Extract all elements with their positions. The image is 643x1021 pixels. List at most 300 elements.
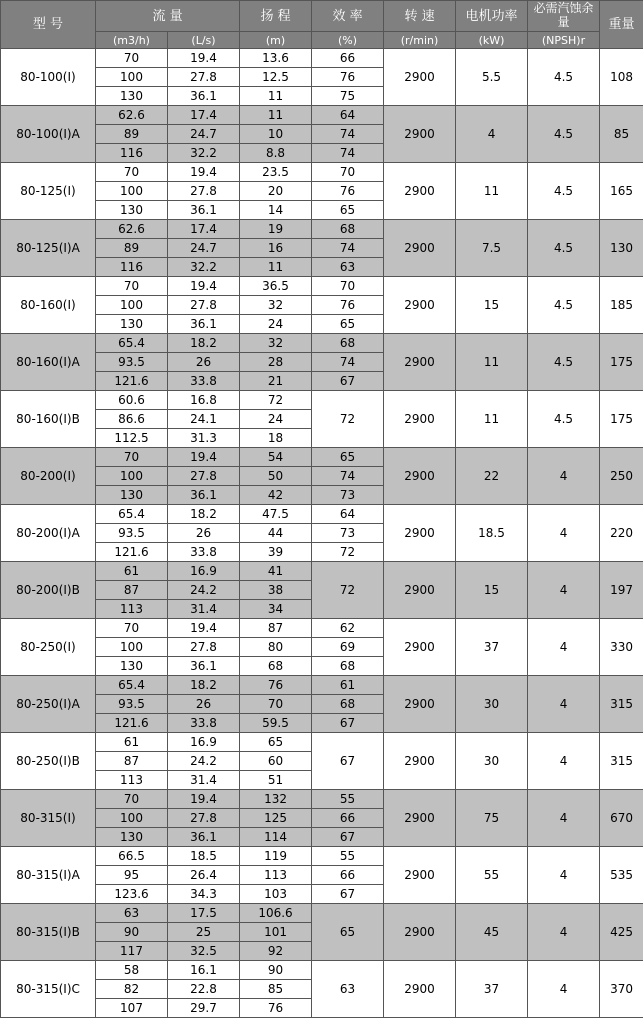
speed-cell: 2900 xyxy=(384,49,456,106)
speed-cell: 2900 xyxy=(384,334,456,391)
unit-flow-ls: (L/s) xyxy=(168,32,240,49)
flow-ls-cell: 36.1 xyxy=(168,486,240,505)
flow-ls-cell: 18.2 xyxy=(168,676,240,695)
flow-m3h-cell: 89 xyxy=(96,239,168,258)
table-row xyxy=(1,220,643,239)
speed-cell: 2900 xyxy=(384,391,456,448)
efficiency-cell: 74 xyxy=(312,144,384,163)
flow-m3h-cell: 130 xyxy=(96,87,168,106)
unit-flow-m3h: (m3/h) xyxy=(96,32,168,49)
flow-m3h-cell: 60.6 xyxy=(96,391,168,410)
power-cell: 18.5 xyxy=(456,505,528,562)
efficiency-cell: 72 xyxy=(312,543,384,562)
model-cell: 80-315(I) xyxy=(1,790,96,847)
flow-m3h-cell: 93.5 xyxy=(96,524,168,543)
speed-cell: 2900 xyxy=(384,106,456,163)
flow-m3h-cell: 70 xyxy=(96,277,168,296)
model-cell: 80-250(I) xyxy=(1,619,96,676)
header-flow: 流 量 xyxy=(96,1,240,32)
power-cell: 5.5 xyxy=(456,49,528,106)
flow-ls-cell: 24.2 xyxy=(168,752,240,771)
head-cell: 21 xyxy=(240,372,312,391)
flow-ls-cell: 31.4 xyxy=(168,771,240,790)
weight-cell: 175 xyxy=(600,391,643,448)
head-cell: 44 xyxy=(240,524,312,543)
flow-ls-cell: 26 xyxy=(168,353,240,372)
table-row xyxy=(1,106,643,125)
npsh-cell: 4 xyxy=(528,562,600,619)
model-cell: 80-315(I)C xyxy=(1,961,96,1018)
efficiency-cell: 75 xyxy=(312,87,384,106)
flow-ls-cell: 27.8 xyxy=(168,467,240,486)
weight-cell: 175 xyxy=(600,334,643,391)
head-cell: 80 xyxy=(240,638,312,657)
model-cell: 80-100(I)A xyxy=(1,106,96,163)
speed-cell: 2900 xyxy=(384,163,456,220)
flow-m3h-cell: 100 xyxy=(96,638,168,657)
flow-ls-cell: 27.8 xyxy=(168,296,240,315)
model-cell: 80-160(I)A xyxy=(1,334,96,391)
flow-m3h-cell: 116 xyxy=(96,144,168,163)
head-cell: 19 xyxy=(240,220,312,239)
head-cell: 38 xyxy=(240,581,312,600)
head-cell: 13.6 xyxy=(240,49,312,68)
efficiency-cell: 68 xyxy=(312,657,384,676)
flow-m3h-cell: 61 xyxy=(96,733,168,752)
flow-m3h-cell: 130 xyxy=(96,486,168,505)
efficiency-cell: 63 xyxy=(312,961,384,1018)
power-cell: 4 xyxy=(456,106,528,163)
flow-ls-cell: 31.3 xyxy=(168,429,240,448)
head-cell: 70 xyxy=(240,695,312,714)
table-row xyxy=(1,334,643,353)
efficiency-cell: 65 xyxy=(312,904,384,961)
power-cell: 7.5 xyxy=(456,220,528,277)
model-cell: 80-125(I) xyxy=(1,163,96,220)
head-cell: 36.5 xyxy=(240,277,312,296)
head-cell: 18 xyxy=(240,429,312,448)
head-cell: 12.5 xyxy=(240,68,312,87)
flow-m3h-cell: 70 xyxy=(96,619,168,638)
head-cell: 103 xyxy=(240,885,312,904)
flow-m3h-cell: 130 xyxy=(96,315,168,334)
header-weight: 重量 xyxy=(600,1,643,49)
flow-ls-cell: 24.7 xyxy=(168,239,240,258)
unit-efficiency: (%) xyxy=(312,32,384,49)
flow-ls-cell: 19.4 xyxy=(168,619,240,638)
head-cell: 24 xyxy=(240,315,312,334)
flow-ls-cell: 36.1 xyxy=(168,828,240,847)
weight-cell: 315 xyxy=(600,676,643,733)
npsh-cell: 4.5 xyxy=(528,106,600,163)
table-row xyxy=(1,676,643,695)
flow-m3h-cell: 58 xyxy=(96,961,168,980)
speed-cell: 2900 xyxy=(384,220,456,277)
efficiency-cell: 68 xyxy=(312,220,384,239)
speed-cell: 2900 xyxy=(384,961,456,1018)
flow-m3h-cell: 130 xyxy=(96,201,168,220)
npsh-cell: 4.5 xyxy=(528,220,600,277)
flow-ls-cell: 27.8 xyxy=(168,809,240,828)
flow-ls-cell: 32.2 xyxy=(168,144,240,163)
model-cell: 80-200(I)B xyxy=(1,562,96,619)
npsh-cell: 4 xyxy=(528,448,600,505)
efficiency-cell: 73 xyxy=(312,524,384,543)
head-cell: 16 xyxy=(240,239,312,258)
flow-m3h-cell: 123.6 xyxy=(96,885,168,904)
flow-m3h-cell: 113 xyxy=(96,600,168,619)
flow-m3h-cell: 121.6 xyxy=(96,543,168,562)
model-cell: 80-125(I)A xyxy=(1,220,96,277)
weight-cell: 370 xyxy=(600,961,643,1018)
flow-m3h-cell: 95 xyxy=(96,866,168,885)
head-cell: 34 xyxy=(240,600,312,619)
unit-speed: (r/min) xyxy=(384,32,456,49)
speed-cell: 2900 xyxy=(384,676,456,733)
power-cell: 30 xyxy=(456,733,528,790)
model-cell: 80-160(I)B xyxy=(1,391,96,448)
header-model: 型 号 xyxy=(1,1,96,49)
head-cell: 24 xyxy=(240,410,312,429)
flow-m3h-cell: 130 xyxy=(96,828,168,847)
flow-m3h-cell: 70 xyxy=(96,163,168,182)
head-cell: 106.6 xyxy=(240,904,312,923)
efficiency-cell: 74 xyxy=(312,353,384,372)
flow-ls-cell: 19.4 xyxy=(168,277,240,296)
npsh-cell: 4.5 xyxy=(528,391,600,448)
flow-ls-cell: 25 xyxy=(168,923,240,942)
table-header xyxy=(1,1,643,49)
flow-ls-cell: 33.8 xyxy=(168,372,240,391)
flow-m3h-cell: 116 xyxy=(96,258,168,277)
weight-cell: 197 xyxy=(600,562,643,619)
power-cell: 37 xyxy=(456,961,528,1018)
flow-ls-cell: 33.8 xyxy=(168,543,240,562)
model-cell: 80-200(I) xyxy=(1,448,96,505)
head-cell: 11 xyxy=(240,106,312,125)
weight-cell: 250 xyxy=(600,448,643,505)
flow-m3h-cell: 62.6 xyxy=(96,106,168,125)
weight-cell: 130 xyxy=(600,220,643,277)
efficiency-cell: 68 xyxy=(312,695,384,714)
flow-m3h-cell: 61 xyxy=(96,562,168,581)
efficiency-cell: 76 xyxy=(312,296,384,315)
npsh-cell: 4 xyxy=(528,676,600,733)
flow-ls-cell: 29.7 xyxy=(168,999,240,1018)
flow-m3h-cell: 65.4 xyxy=(96,334,168,353)
efficiency-cell: 70 xyxy=(312,163,384,182)
efficiency-cell: 67 xyxy=(312,733,384,790)
head-cell: 87 xyxy=(240,619,312,638)
head-cell: 68 xyxy=(240,657,312,676)
flow-ls-cell: 16.9 xyxy=(168,733,240,752)
speed-cell: 2900 xyxy=(384,505,456,562)
head-cell: 47.5 xyxy=(240,505,312,524)
power-cell: 75 xyxy=(456,790,528,847)
flow-m3h-cell: 100 xyxy=(96,296,168,315)
table-row xyxy=(1,391,643,410)
head-cell: 72 xyxy=(240,391,312,410)
head-cell: 65 xyxy=(240,733,312,752)
table-row xyxy=(1,847,643,866)
head-cell: 50 xyxy=(240,467,312,486)
efficiency-cell: 72 xyxy=(312,391,384,448)
head-cell: 23.5 xyxy=(240,163,312,182)
npsh-cell: 4 xyxy=(528,733,600,790)
head-cell: 51 xyxy=(240,771,312,790)
flow-ls-cell: 22.8 xyxy=(168,980,240,999)
flow-ls-cell: 32.2 xyxy=(168,258,240,277)
flow-ls-cell: 31.4 xyxy=(168,600,240,619)
flow-ls-cell: 16.8 xyxy=(168,391,240,410)
efficiency-cell: 74 xyxy=(312,239,384,258)
flow-m3h-cell: 90 xyxy=(96,923,168,942)
speed-cell: 2900 xyxy=(384,904,456,961)
power-cell: 55 xyxy=(456,847,528,904)
flow-ls-cell: 24.1 xyxy=(168,410,240,429)
table-row xyxy=(1,505,643,524)
model-cell: 80-160(I) xyxy=(1,277,96,334)
efficiency-cell: 65 xyxy=(312,448,384,467)
flow-m3h-cell: 93.5 xyxy=(96,695,168,714)
efficiency-cell: 74 xyxy=(312,467,384,486)
efficiency-cell: 68 xyxy=(312,334,384,353)
flow-ls-cell: 26 xyxy=(168,524,240,543)
flow-m3h-cell: 89 xyxy=(96,125,168,144)
flow-ls-cell: 26 xyxy=(168,695,240,714)
table-body xyxy=(1,49,643,1018)
head-cell: 76 xyxy=(240,676,312,695)
head-cell: 59.5 xyxy=(240,714,312,733)
head-cell: 90 xyxy=(240,961,312,980)
efficiency-cell: 66 xyxy=(312,809,384,828)
flow-ls-cell: 18.2 xyxy=(168,334,240,353)
power-cell: 15 xyxy=(456,562,528,619)
flow-m3h-cell: 113 xyxy=(96,771,168,790)
npsh-cell: 4.5 xyxy=(528,334,600,391)
head-cell: 85 xyxy=(240,980,312,999)
flow-ls-cell: 19.4 xyxy=(168,790,240,809)
flow-ls-cell: 36.1 xyxy=(168,657,240,676)
table-row xyxy=(1,733,643,752)
model-cell: 80-100(I) xyxy=(1,49,96,106)
model-cell: 80-200(I)A xyxy=(1,505,96,562)
efficiency-cell: 76 xyxy=(312,182,384,201)
flow-ls-cell: 17.4 xyxy=(168,220,240,239)
npsh-cell: 4 xyxy=(528,505,600,562)
flow-m3h-cell: 100 xyxy=(96,182,168,201)
weight-cell: 220 xyxy=(600,505,643,562)
npsh-cell: 4.5 xyxy=(528,163,600,220)
power-cell: 11 xyxy=(456,391,528,448)
head-cell: 132 xyxy=(240,790,312,809)
power-cell: 45 xyxy=(456,904,528,961)
flow-ls-cell: 18.2 xyxy=(168,505,240,524)
flow-ls-cell: 24.7 xyxy=(168,125,240,144)
head-cell: 10 xyxy=(240,125,312,144)
efficiency-cell: 67 xyxy=(312,828,384,847)
flow-m3h-cell: 112.5 xyxy=(96,429,168,448)
head-cell: 32 xyxy=(240,334,312,353)
flow-m3h-cell: 65.4 xyxy=(96,505,168,524)
flow-ls-cell: 26.4 xyxy=(168,866,240,885)
efficiency-cell: 73 xyxy=(312,486,384,505)
efficiency-cell: 65 xyxy=(312,315,384,334)
efficiency-cell: 72 xyxy=(312,562,384,619)
flow-m3h-cell: 107 xyxy=(96,999,168,1018)
flow-m3h-cell: 65.4 xyxy=(96,676,168,695)
flow-m3h-cell: 82 xyxy=(96,980,168,999)
table-row xyxy=(1,163,643,182)
table-row xyxy=(1,562,643,581)
power-cell: 22 xyxy=(456,448,528,505)
npsh-cell: 4 xyxy=(528,904,600,961)
flow-m3h-cell: 70 xyxy=(96,49,168,68)
efficiency-cell: 66 xyxy=(312,866,384,885)
efficiency-cell: 61 xyxy=(312,676,384,695)
flow-ls-cell: 24.2 xyxy=(168,581,240,600)
head-cell: 101 xyxy=(240,923,312,942)
power-cell: 15 xyxy=(456,277,528,334)
flow-m3h-cell: 62.6 xyxy=(96,220,168,239)
flow-ls-cell: 27.8 xyxy=(168,182,240,201)
head-cell: 119 xyxy=(240,847,312,866)
table-row xyxy=(1,790,643,809)
speed-cell: 2900 xyxy=(384,277,456,334)
header-power: 电机功率 xyxy=(456,1,528,32)
efficiency-cell: 55 xyxy=(312,847,384,866)
header-speed: 转 速 xyxy=(384,1,456,32)
flow-m3h-cell: 63 xyxy=(96,904,168,923)
speed-cell: 2900 xyxy=(384,619,456,676)
flow-m3h-cell: 87 xyxy=(96,581,168,600)
table-row xyxy=(1,448,643,467)
flow-ls-cell: 17.4 xyxy=(168,106,240,125)
weight-cell: 425 xyxy=(600,904,643,961)
efficiency-cell: 67 xyxy=(312,372,384,391)
table-row xyxy=(1,619,643,638)
flow-m3h-cell: 130 xyxy=(96,657,168,676)
efficiency-cell: 69 xyxy=(312,638,384,657)
power-cell: 11 xyxy=(456,334,528,391)
efficiency-cell: 67 xyxy=(312,714,384,733)
flow-m3h-cell: 117 xyxy=(96,942,168,961)
efficiency-cell: 76 xyxy=(312,68,384,87)
flow-ls-cell: 36.1 xyxy=(168,201,240,220)
flow-ls-cell: 34.3 xyxy=(168,885,240,904)
flow-ls-cell: 32.5 xyxy=(168,942,240,961)
head-cell: 14 xyxy=(240,201,312,220)
flow-m3h-cell: 93.5 xyxy=(96,353,168,372)
efficiency-cell: 66 xyxy=(312,49,384,68)
unit-npsh: (NPSH)r xyxy=(528,32,600,49)
npsh-cell: 4 xyxy=(528,961,600,1018)
weight-cell: 85 xyxy=(600,106,643,163)
power-cell: 30 xyxy=(456,676,528,733)
model-cell: 80-250(I)A xyxy=(1,676,96,733)
weight-cell: 315 xyxy=(600,733,643,790)
head-cell: 60 xyxy=(240,752,312,771)
weight-cell: 330 xyxy=(600,619,643,676)
flow-ls-cell: 27.8 xyxy=(168,68,240,87)
weight-cell: 185 xyxy=(600,277,643,334)
head-cell: 28 xyxy=(240,353,312,372)
flow-ls-cell: 18.5 xyxy=(168,847,240,866)
table-row xyxy=(1,904,643,923)
head-cell: 92 xyxy=(240,942,312,961)
efficiency-cell: 67 xyxy=(312,885,384,904)
flow-ls-cell: 16.1 xyxy=(168,961,240,980)
head-cell: 125 xyxy=(240,809,312,828)
efficiency-cell: 64 xyxy=(312,505,384,524)
head-cell: 42 xyxy=(240,486,312,505)
npsh-cell: 4 xyxy=(528,619,600,676)
head-cell: 54 xyxy=(240,448,312,467)
model-cell: 80-315(I)B xyxy=(1,904,96,961)
efficiency-cell: 63 xyxy=(312,258,384,277)
power-cell: 11 xyxy=(456,163,528,220)
efficiency-cell: 64 xyxy=(312,106,384,125)
power-cell: 37 xyxy=(456,619,528,676)
flow-ls-cell: 33.8 xyxy=(168,714,240,733)
speed-cell: 2900 xyxy=(384,562,456,619)
head-cell: 41 xyxy=(240,562,312,581)
head-cell: 20 xyxy=(240,182,312,201)
unit-power: (kW) xyxy=(456,32,528,49)
head-cell: 11 xyxy=(240,258,312,277)
flow-m3h-cell: 100 xyxy=(96,467,168,486)
flow-m3h-cell: 121.6 xyxy=(96,372,168,391)
efficiency-cell: 70 xyxy=(312,277,384,296)
efficiency-cell: 74 xyxy=(312,125,384,144)
head-cell: 113 xyxy=(240,866,312,885)
flow-ls-cell: 19.4 xyxy=(168,448,240,467)
header-efficiency: 效 率 xyxy=(312,1,384,32)
efficiency-cell: 65 xyxy=(312,201,384,220)
table-row xyxy=(1,277,643,296)
head-cell: 39 xyxy=(240,543,312,562)
flow-m3h-cell: 66.5 xyxy=(96,847,168,866)
flow-m3h-cell: 100 xyxy=(96,809,168,828)
flow-m3h-cell: 70 xyxy=(96,448,168,467)
flow-ls-cell: 16.9 xyxy=(168,562,240,581)
speed-cell: 2900 xyxy=(384,448,456,505)
unit-head: (m) xyxy=(240,32,312,49)
table-row xyxy=(1,49,643,68)
efficiency-cell: 55 xyxy=(312,790,384,809)
weight-cell: 108 xyxy=(600,49,643,106)
weight-cell: 165 xyxy=(600,163,643,220)
flow-ls-cell: 19.4 xyxy=(168,163,240,182)
flow-m3h-cell: 87 xyxy=(96,752,168,771)
efficiency-cell: 62 xyxy=(312,619,384,638)
npsh-cell: 4.5 xyxy=(528,277,600,334)
flow-ls-cell: 17.5 xyxy=(168,904,240,923)
model-cell: 80-250(I)B xyxy=(1,733,96,790)
weight-cell: 535 xyxy=(600,847,643,904)
speed-cell: 2900 xyxy=(384,733,456,790)
header-head: 扬 程 xyxy=(240,1,312,32)
head-cell: 8.8 xyxy=(240,144,312,163)
flow-ls-cell: 27.8 xyxy=(168,638,240,657)
npsh-cell: 4 xyxy=(528,847,600,904)
speed-cell: 2900 xyxy=(384,790,456,847)
speed-cell: 2900 xyxy=(384,847,456,904)
head-cell: 114 xyxy=(240,828,312,847)
header-npsh: 必需汽蚀余量 xyxy=(528,1,600,32)
weight-cell: 670 xyxy=(600,790,643,847)
flow-ls-cell: 36.1 xyxy=(168,87,240,106)
